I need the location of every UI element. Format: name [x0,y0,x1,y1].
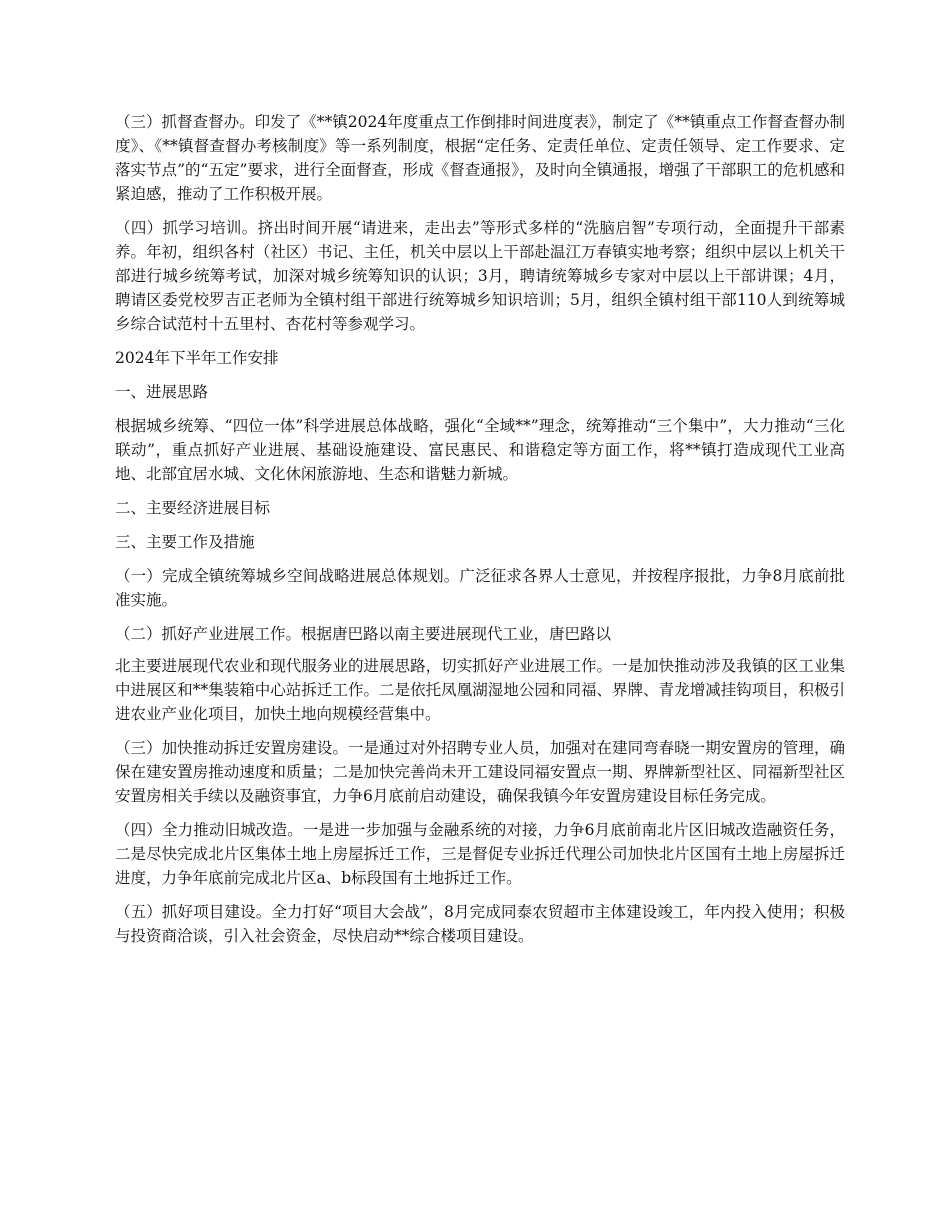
paragraph-resettlement-housing: （三）加快推动拆迁安置房建设。一是通过对外招聘专业人员，加强对在建同弯春晓一期安置房的管理，确保在建安置房推动速度和质量；二是加快完善尚未开工建设同福安置点一期、界牌新型社区、同福新型社区安置房相关手续以及融资事宜，力争6月底前启动建设，确保我镇今年安置房建设目标任务完成。 [115,739,845,805]
heading-development-ideas: 一、进展思路 [115,383,209,401]
heading-economic-goals: 二、主要经济进展目标 [115,499,271,517]
paragraph-industry-intro: （二）抓好产业进展工作。根据唐巴路以南主要进展现代工业，唐巴路以 [115,625,612,643]
paragraph-planning: （一）完成全镇统筹城乡空间战略进展总体规划。广泛征求各界人士意见，并按程序报批，力争8月底前批准实施。 [115,567,845,609]
section-heading-second-half-plan: 2024年下半年工作安排 [115,349,279,367]
paragraph-industry-detail: 北主要进展现代农业和现代服务业的进展思路，切实抓好产业进展工作。一是加快推动涉及我镇的区工业集中进展区和**集装箱中心站拆迁工作。二是依托凤凰湖湿地公园和同福、界牌、青龙增减挂钩项目，积极引进农业产业化项目，加快土地向规模经营集中。 [115,657,845,723]
document-body [115,110,845,958]
paragraph-training: （四）抓学习培训。挤出时间开展“请进来，走出去”等形式多样的“洗脑启智”专项行动，全面提升干部素养。年初，组织各村（社区）书记、主任，机关中层以上干部赴温江万春镇实地考察；组织中层以上机关干部进行城乡统筹考试，加深对城乡统筹知识的认识；3月，聘请统筹城乡专家对中层以上干部讲课；4月，聘请区委党校罗吉正老师为全镇村组干部进行统筹城乡知识培训；5月，组织全镇村组干部110人到统筹城乡综合试范村十五里村、杏花村等参观学习。 [115,219,845,333]
paragraph-supervision: （三）抓督查督办。印发了《**镇2024年度重点工作倒排时间进度表》，制定了《**镇重点工作督查督办制度》、《**镇督查督办考核制度》等一系列制度，根据“定任务、定责任单位、定责任领导、定工作要求、定落实节点”的“五定”要求，进行全面督查，形成《督查通报》，及时向全镇通报，增强了干部职工的危机感和紧迫感，推动了工作积极开展。 [115,113,845,203]
heading-main-work-measures: 三、主要工作及措施 [115,533,255,551]
paragraph-old-city-renovation: （四）全力推动旧城改造。一是进一步加强与金融系统的对接，力争6月底前南北片区旧城改造融资任务，二是尽快完成北片区集体土地上房屋拆迁工作，三是督促专业拆迁代理公司加快北片区国有土地上房屋拆迁进度，力争年底前完成北片区a、b标段国有土地拆迁工作。 [115,821,845,887]
paragraph-development-ideas: 根据城乡统筹、“四位一体”科学进展总体战略，强化“全域**”理念，统筹推动“三个集中”，大力推动“三化联动”，重点抓好产业进展、基础设施建设、富民惠民、和谐稳定等方面工作，将**镇打造成现代工业高地、北部宜居水城、文化休闲旅游地、生态和谐魅力新城。 [115,417,845,483]
paragraph-project-construction: （五）抓好项目建设。全力打好“项目大会战”，8月完成同泰农贸超市主体建设竣工，年内投入使用；积极与投资商洽谈，引入社会资金，尽快启动**综合楼项目建设。 [115,903,845,945]
